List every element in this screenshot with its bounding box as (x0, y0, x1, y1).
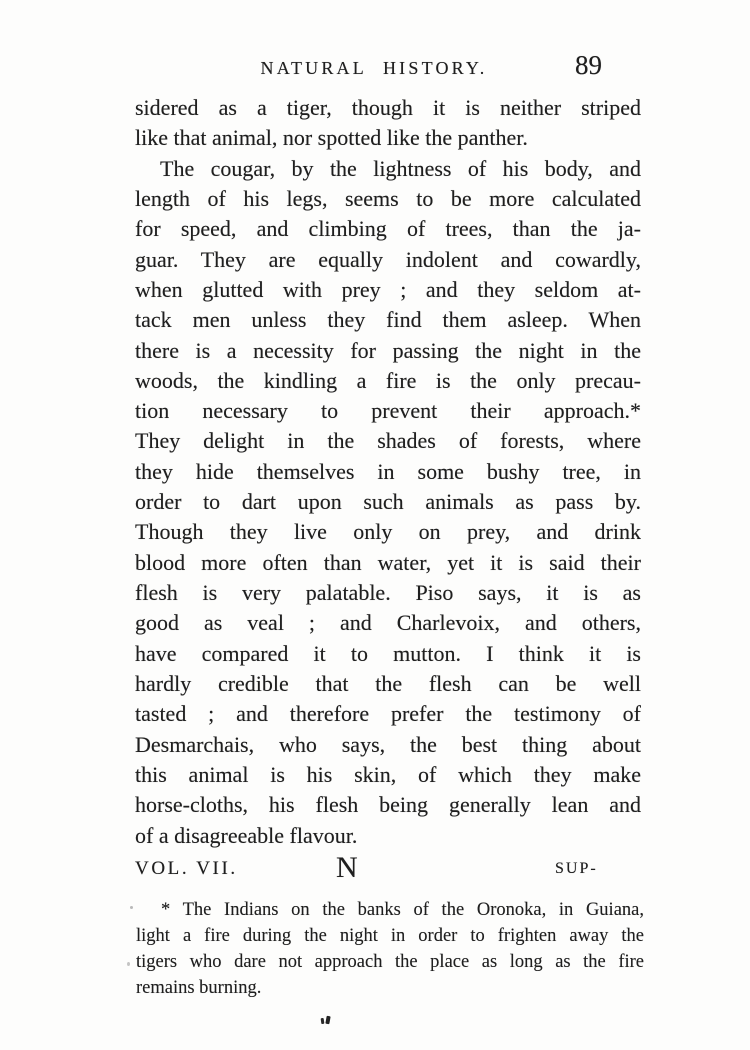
footnote-line: tigers who dare not approach the place as long as the fire (136, 952, 644, 972)
text-line: tasted ; and therefore prefer the testimony of (135, 701, 641, 727)
text-line: tack men unless they find them asleep. When (135, 307, 641, 333)
body-text (135, 93, 641, 851)
text-line: guar. They are equally indolent and cowardly, (135, 246, 641, 272)
ink-speck (321, 1016, 333, 1025)
text-line: order to dart upon such animals as pass by. (135, 489, 641, 515)
text-line: They delight in the shades of forests, where (135, 428, 641, 454)
text-line: good as veal ; and Charlevoix, and others, (135, 610, 641, 636)
ink-speck-mark (325, 1016, 330, 1025)
margin-ink-dot (130, 906, 133, 909)
catchword: SUP- (555, 860, 598, 877)
page-number: 89 (575, 50, 602, 80)
margin-ink-dot (127, 962, 130, 966)
text-line: flesh is very palatable. Piso says, it is as (135, 580, 641, 605)
footnote (136, 897, 644, 1001)
text-line: The cougar, by the lightness of his body, and (160, 155, 641, 181)
signature-mark: N (336, 851, 358, 884)
footnote-line: remains burning. (136, 978, 262, 998)
text-line: have compared it to mutton. I think it is (135, 640, 641, 666)
text-line: Desmarchais, who says, the best thing about (135, 731, 641, 757)
text-line: woods, the kindling a fire is the only precau- (135, 367, 641, 393)
text-line: length of his legs, seems to be more calculated (135, 185, 641, 211)
text-line: there is a necessity for passing the night in the (135, 337, 641, 363)
text-line: for speed, and climbing of trees, than the ja- (135, 216, 641, 242)
volume-label: VOL. VII. (135, 858, 238, 879)
text-line: sidered as a tiger, though it is neither striped (135, 95, 641, 120)
text-line: hardly credible that the flesh can be well (135, 670, 641, 696)
text-line: this animal is his skin, of which they make (135, 761, 641, 787)
text-line: blood more often than water, yet it is said their (135, 549, 641, 575)
footnote-line: * The Indians on the banks of the Oronoka, in Guiana, (161, 900, 644, 920)
ink-speck-mark (321, 1018, 325, 1024)
page-header (135, 50, 641, 86)
text-line: of a disagreeable flavour. (135, 822, 358, 848)
running-header: NATURAL HISTORY. (260, 58, 488, 78)
text-line: like that animal, nor spotted like the panther. (135, 125, 528, 151)
signature-row (135, 851, 641, 889)
text-line: Though they live only on prey, and drink (135, 519, 641, 545)
text-line: they hide themselves in some bushy tree, in (135, 458, 641, 484)
text-line: when glutted with prey ; and they seldom at- (135, 276, 641, 302)
text-line: tion necessary to prevent their approach.* (135, 398, 641, 424)
footnote-line: light a fire during the night in order to frighten away the (136, 926, 644, 946)
text-line: horse-cloths, his flesh being generally lean and (135, 792, 641, 818)
